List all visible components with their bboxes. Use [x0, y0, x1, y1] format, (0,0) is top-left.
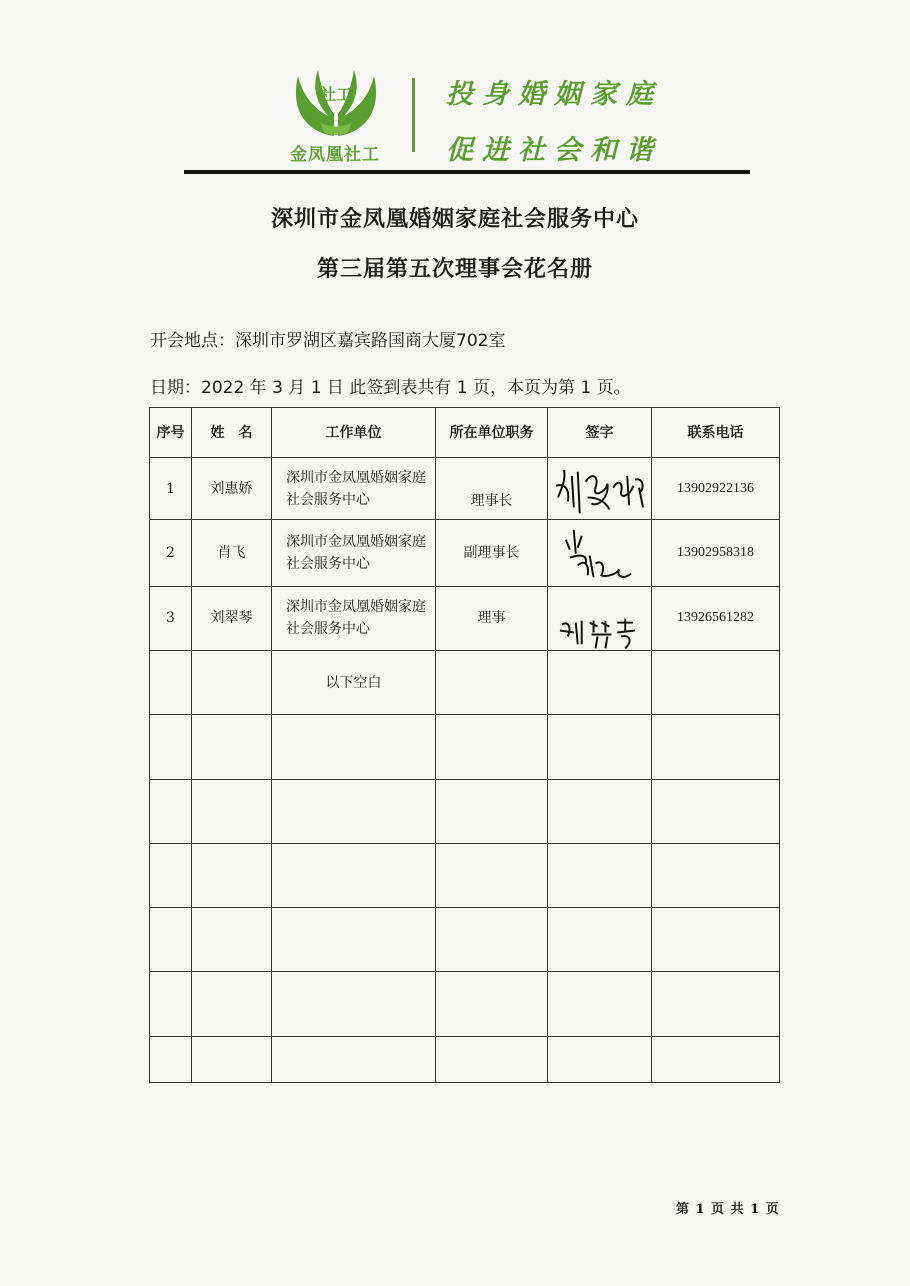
roster-table	[149, 407, 780, 1083]
cell-position: 副理事长	[436, 520, 548, 586]
cell-unit: 深圳市金凤凰婚姻家庭社会服务中心	[272, 586, 436, 650]
cell-unit: 深圳市金凤凰婚姻家庭社会服务中心	[272, 458, 436, 520]
blank-note: 以下空白	[272, 651, 436, 715]
cell-unit: 深圳市金凤凰婚姻家庭社会服务中心	[272, 520, 436, 586]
logo-divider	[412, 78, 415, 152]
header-name: 姓 名	[192, 408, 272, 458]
header-position: 所在单位职务	[436, 408, 548, 458]
slogan-line-1: 投身婚姻家庭	[446, 79, 662, 110]
cell-name: 刘惠娇	[192, 458, 272, 520]
header-signature: 签字	[548, 408, 652, 458]
handwritten-signature-icon	[548, 458, 651, 519]
cell-phone: 13902958318	[652, 520, 780, 586]
header-unit: 工作单位	[272, 408, 436, 458]
cell-position: 理事	[436, 586, 548, 650]
table-row-empty	[150, 779, 780, 843]
document-subtitle: 第三届第五次理事会花名册	[316, 256, 593, 282]
handwritten-signature-icon	[548, 520, 651, 585]
table-row-empty	[150, 972, 780, 1036]
cell-phone: 13926561282	[652, 586, 780, 650]
meeting-location: 开会地点：深圳市罗湖区嘉宾路国商大厦702室	[150, 331, 506, 351]
phoenix-logo-icon	[276, 62, 396, 140]
svg-text:社工: 社工	[319, 85, 353, 104]
table-row	[150, 586, 780, 650]
page-footer: 第 1 页 共 1 页	[676, 1202, 780, 1217]
date-line: 日期：2022 年 3 月 1 日 此签到表共有 1 页，本页为第 1 页。	[150, 378, 631, 398]
signature-xiao-fei	[548, 520, 652, 586]
cell-position: 理事长	[436, 458, 548, 520]
cell-index: 1	[150, 458, 192, 520]
table-row-empty	[150, 715, 780, 779]
cell-name: 刘翠琴	[192, 586, 272, 650]
slogan-line-2: 促进社会和谐	[446, 135, 662, 166]
table-row	[150, 458, 780, 520]
header-index: 序号	[150, 408, 192, 458]
cell-name: 肖飞	[192, 520, 272, 586]
document-title: 深圳市金凤凰婚姻家庭社会服务中心	[270, 206, 639, 232]
table-header-row	[150, 408, 780, 458]
signature-liu-cuiqin	[548, 586, 652, 650]
handwritten-signature-icon	[548, 587, 651, 650]
table-row-empty	[150, 1036, 780, 1082]
table-row-empty	[150, 843, 780, 907]
header-phone: 联系电话	[652, 408, 780, 458]
header-rule	[184, 170, 750, 174]
cell-phone: 13902922136	[652, 458, 780, 520]
table-row	[150, 520, 780, 586]
table-row	[150, 651, 780, 715]
cell-index: 2	[150, 520, 192, 586]
table-row-empty	[150, 908, 780, 972]
logo-text: 金凤凰社工	[290, 145, 380, 165]
signature-liu-huijiao	[548, 458, 652, 520]
cell-index: 3	[150, 586, 192, 650]
